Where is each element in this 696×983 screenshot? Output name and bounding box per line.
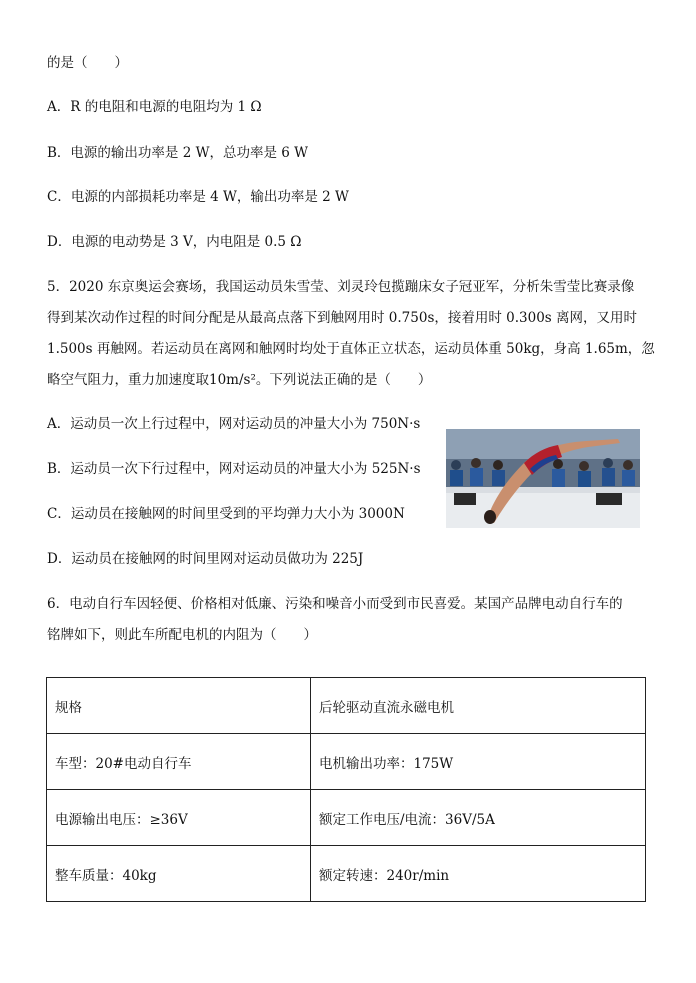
q5-option-b: B．运动员一次下行过程中，网对运动员的冲量大小为 525N·s xyxy=(47,461,421,477)
table-cell: 额定工作电压/电流：36V/5A xyxy=(311,790,646,846)
table-row xyxy=(47,678,646,734)
q4-option-d: D．电源的电动势是 3 V，内电阻是 0.5 Ω xyxy=(47,234,302,250)
q4-stem-end: 的是（ ） xyxy=(47,55,128,71)
q4-option-a: A．R 的电阻和电源的电阻均为 1 Ω xyxy=(47,99,262,115)
q5-stem-line-3: 1.500s 再触网。若运动员在离网和触网时均处于直体正立状态，运动员体重 50kg，身高 1.65m，忽 xyxy=(47,341,655,357)
table-cell: 后轮驱动直流永磁电机 xyxy=(311,678,646,734)
motor-spec-table xyxy=(46,677,646,902)
q6-stem-line-1: 6．电动自行车因轻便、价格相对低廉、污染和噪音小而受到市民喜爱。某国产品牌电动自行车的 xyxy=(47,596,623,612)
table-cell: 额定转速：240r/min xyxy=(311,846,646,902)
table-row xyxy=(47,734,646,790)
table-cell: 电机输出功率：175W xyxy=(311,734,646,790)
table-cell: 电源输出电压：≥36V xyxy=(47,790,311,846)
trampoline-athlete-photo xyxy=(446,429,640,528)
q5-option-a: A．运动员一次上行过程中，网对运动员的冲量大小为 750N·s xyxy=(47,416,421,432)
q5-stem-line-2: 得到某次动作过程的时间分配是从最高点落下到触网用时 0.750s，接着用时 0.300s 离网，又用时 xyxy=(47,310,638,326)
q5-option-d: D．运动员在接触网的时间里网对运动员做功为 225J xyxy=(47,551,364,567)
q5-stem-line-1: 5．2020 东京奥运会赛场，我国运动员朱雪莹、刘灵玲包揽蹦床女子冠亚军，分析朱雪莹比赛录像 xyxy=(47,279,635,295)
table-cell: 车型：20#电动自行车 xyxy=(47,734,311,790)
table-row xyxy=(47,790,646,846)
q6-stem-line-2: 铭牌如下，则此车所配电机的内阻为（ ） xyxy=(47,627,317,643)
table-cell: 规格 xyxy=(47,678,311,734)
q5-stem-line-4: 略空气阻力，重力加速度取10m/s²。下列说法正确的是（ ） xyxy=(47,372,432,388)
table-cell: 整车质量：40kg xyxy=(47,846,311,902)
table-row xyxy=(47,846,646,902)
q4-option-b: B．电源的输出功率是 2 W，总功率是 6 W xyxy=(47,145,309,161)
q4-option-c: C．电源的内部损耗功率是 4 W，输出功率是 2 W xyxy=(47,189,349,205)
q5-option-c: C．运动员在接触网的时间里受到的平均弹力大小为 3000N xyxy=(47,506,405,522)
